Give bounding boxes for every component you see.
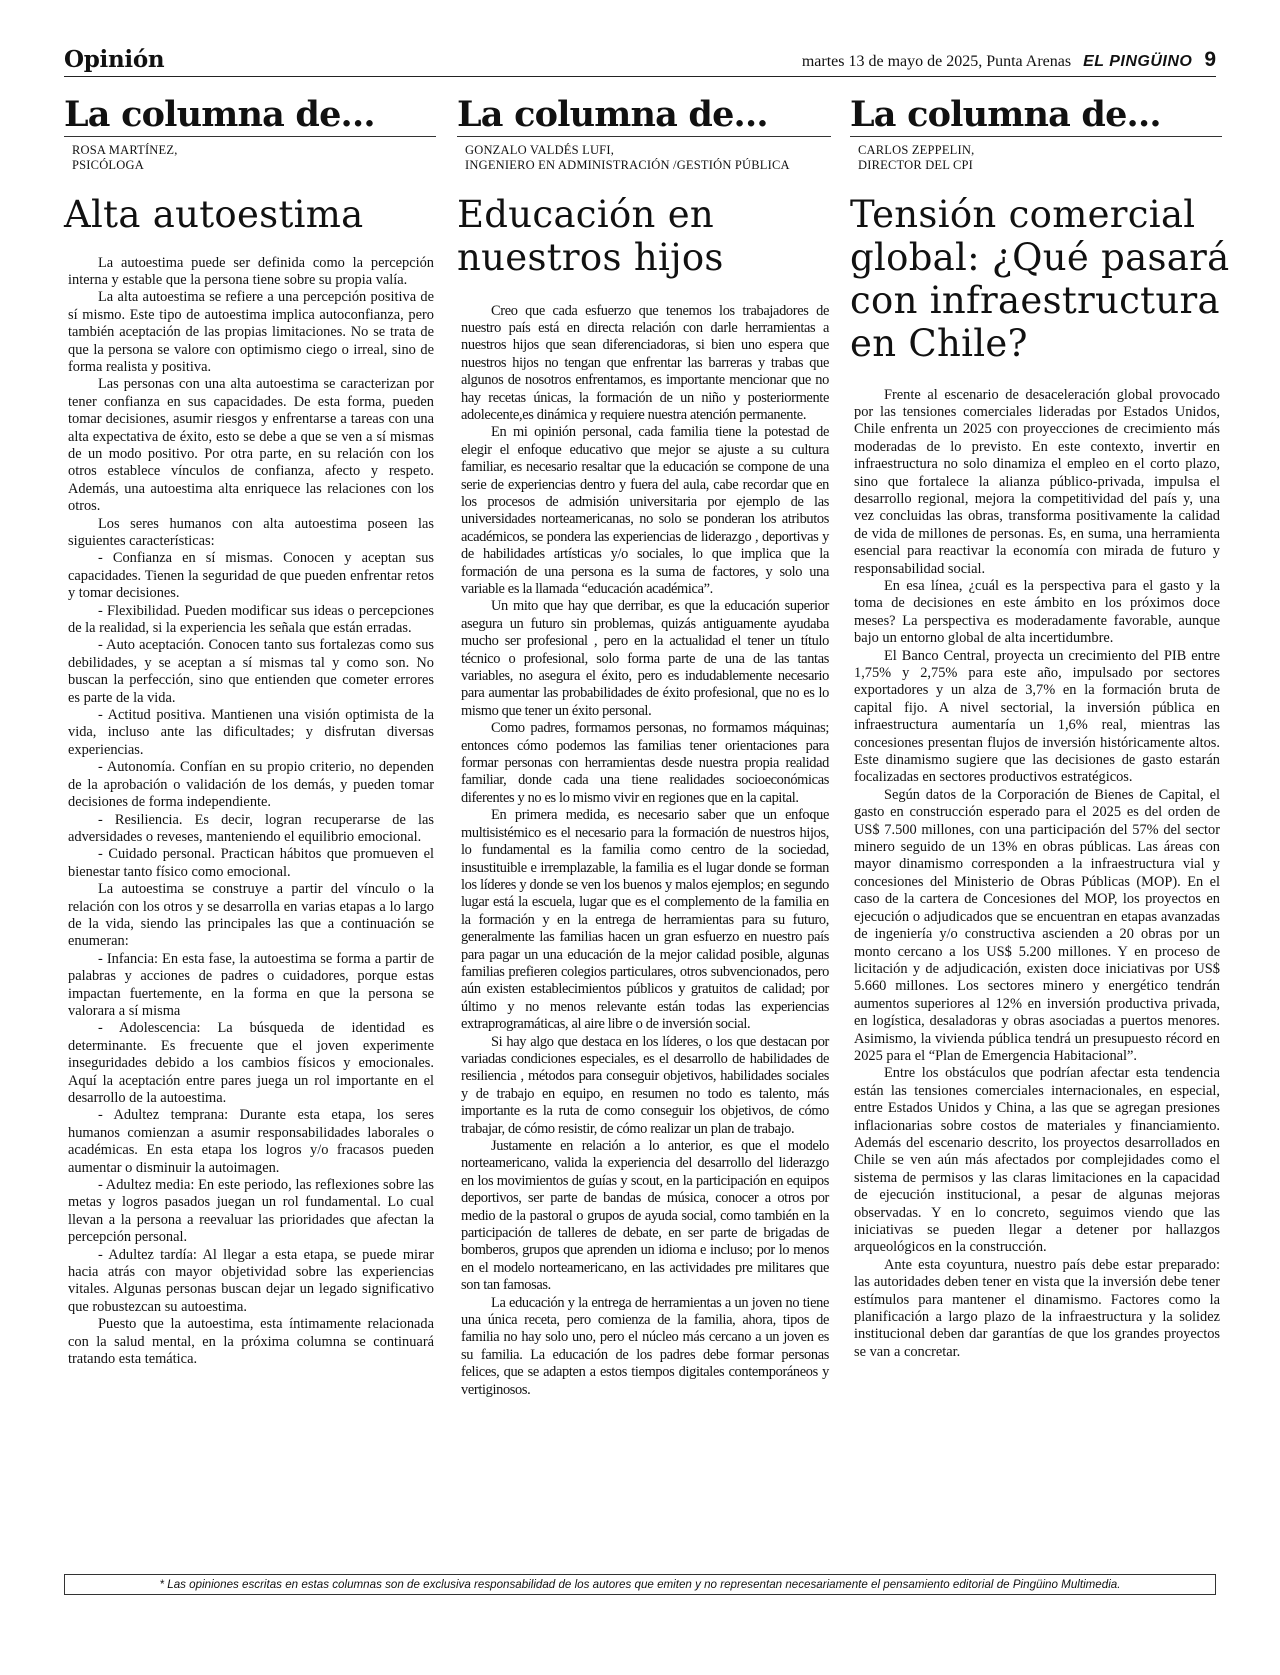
paragraph: La educación y la entrega de herramientas a un joven no tiene una única receta, pero comienza de la familia, ahora, tipos de familia no hay solo uno, pero el núcleo más cercano a un joven es su familia. La educación de los padres debe formar personas felices, que se adapten a estos tiempos digitales contemporáneos y vertiginosos.	[461, 1294, 829, 1398]
paragraph: - Flexibilidad. Pueden modificar sus ideas o percepciones de la realidad, si la experiencia les señala que están erradas.	[68, 602, 434, 637]
paragraph: En primera medida, es necesario saber que un enfoque multisistémico es el necesario para la formación de nuestros hijos, lo fundamental es la familia como centro de la sociedad, insustituible e irremplazable, la familia es el lugar donde se forman los líderes y donde se ven los buenos y malos ejemplos; en segundo lugar está la escuela, lugar que es el complemento de la familia en la formación y en la entrega de herramientas para su futuro, generalmente las familias hacen un gran esfuerzo en nuestro país para pagar un una educación de la mejor calidad posible, algunas familias prefieren colegios particulares, otros subvencionados, pero aún existen establecimientos públicos y gratuitos de calidad; por último y no menos relevante están todas las experiencias extraprogramáticas, al aire libre o de inversión social.	[461, 807, 829, 1033]
paragraph: Creo que cada esfuerzo que tenemos los trabajadores de nuestro país está en directa relación con darle herramientas a nuestros hijos que sean diferenciadoras, si bien uno espera que nuestros hijos no tengan que enfrentar las barreras y trabas que algunos de nosotros enfrentamos, es importante mencionar que no hay recetas únicas, la formación de un niño y posteriormente adolecente,es dinámica y requiere nuestra atención permanente.	[461, 302, 829, 423]
column-kicker: La columna de...	[850, 96, 1222, 137]
paragraph: En esa línea, ¿cuál es la perspectiva para el gasto y la toma de decisiones en este ámbito en los próximos doce meses? La perspectiva es moderadamente favorable, aunque bajo un entorno global de alta incertidumbre.	[854, 577, 1220, 647]
paragraph: Los seres humanos con alta autoestima poseen las siguientes características:	[68, 515, 434, 549]
paragraph: - Confianza en sí mismas. Conocen y aceptan sus capacidades. Tienen la seguridad de que pueden enfrentar retos y tomar decisiones.	[68, 550, 434, 602]
author-byline	[465, 143, 831, 173]
title-line: Tensión comercial	[850, 192, 1196, 236]
paragraph: Ante esta coyuntura, nuestro país debe estar preparado: las autoridades deben tener en vista que la inversión debe tener estímulos para mantener el dinamismo. Factores como la planificación a largo plazo de la infraestructura y la solidez institucional deben dar garantías de que los grandes proyectos se van a concretar.	[854, 1256, 1220, 1360]
paragraph: Según datos de la Corporación de Bienes de Capital, el gasto en construcción esperado para el 2025 es del orden de US$ 7.500 millones, con una participación del 57% del sector minero seguido de un 13% en obras públicas. Las áreas con mayor dinamismo corresponden a la infraestructura vial y concesiones del Ministerio de Obras Públicas (MOP). En el caso de la cartera de Concesiones del MOP, los proyectos en ejecución o adjudicados que se encuentran en etapas avanzadas de ingeniería y/o constructiva ascienden a 20 obras por un monto cercano a los US$ 5.200 millones. Y en proceso de licitación y de adjudicación, existen doce iniciativas por US$ 5.660 millones. Los sectores minero y energético tendrán aumentos superiores al 12% en inversión productiva privada, en logística, desaladoras y obras asociadas a puertos menores. Asimismo, la vivienda pública tendrá un presupuesto récord en 2025 para el “Plan de Emergencia Habitacional”.	[854, 786, 1220, 1064]
paragraph: Las personas con una alta autoestima se caracterizan por tener confianza en sus capacidades. De esta forma, pueden tomar decisiones, asumir riesgos y enfrentarse a tareas con una alta expectativa de éxito, esto se debe a que se ven a sí mismas de un modo positivo. Por otra parte, en su relación con los otros establece vínculos de confianza, afecto y respeto. Además, una autoestima alta enriquece las relaciones con los otros.	[68, 376, 434, 515]
author-name: GONZALO VALDÉS LUFI,	[465, 142, 615, 157]
author-byline	[858, 143, 1222, 173]
paragraph: En mi opinión personal, cada familia tiene la potestad de elegir el enfoque educativo que mejor se ajuste a su cultura familiar, es necesario resaltar que la educación se compone de una serie de experiencias dentro y fuera del aula, cabe recordar que en los procesos de admisión universitaria por ejemplo de las universidades norteamericanas, no solo se ponderan los atributos académicos, se pondera las experiencias de liderazgo , deportivas y de habilidades artísticas y/o sociales, lo que implica que la formación de una persona es la suma de factores, y solo una variable es la llamada “educación académica”.	[461, 424, 829, 597]
article-body	[850, 387, 1222, 1362]
paragraph: La autoestima puede ser definida como la percepción interna y estable que la persona tiene sobre su propia valía.	[68, 254, 434, 288]
title-line: global: ¿Qué pasará	[850, 235, 1230, 279]
paragraph: - Adultez temprana: Durante esta etapa, los seres humanos comienzan a asumir responsabilidades laborales o académicas. En esta etapa los logros y/o fracasos pueden aumentar o disminuir la autoimagen.	[68, 1107, 434, 1176]
paragraph: Como padres, formamos personas, no formamos máquinas; entonces cómo podemos las familias tener orientaciones para formar personas con herramientas desde nuestra propia realidad familiar, donde cada una tiene realidades socioeconómicas diferentes y no es lo mismo vivir en regiones que en la capital.	[461, 720, 829, 806]
paragraph: Frente al escenario de desaceleración global provocado por las tensiones comerciales lideradas por Estados Unidos, Chile enfrenta un 2025 con proyecciones de crecimiento más moderadas de lo previsto. En este contexto, invertir en infraestructura no solo dinamiza el empleo en el corto plazo, sino que fortalece la alianza público-privada, impulsa el desarrollo regional, mejora la competitividad del país y, una vez concluidas las obras, transforma positivamente la calidad de vida de millones de personas. Es, en suma, una herramienta esencial para reactivar la economía con mirada de futuro y responsabilidad social.	[854, 386, 1220, 577]
header-right	[802, 48, 1216, 72]
paragraph: La autoestima se construye a partir del vínculo o la relación con los otros y se desarrolla en varias etapas a lo largo de la vida, siendo las principales las que a continuación se enumeran:	[68, 881, 434, 950]
paragraph: - Infancia: En esta fase, la autoestima se forma a partir de palabras y acciones de padres o cuidadores, porque estas impactan fuertemente, en la forma en que la persona se valorara a sí misma	[68, 950, 434, 1019]
column-3	[850, 94, 1230, 1361]
column-kicker: La columna de...	[457, 96, 831, 137]
author-byline	[72, 143, 436, 173]
article-title	[64, 193, 436, 236]
author-role: INGENIERO EN ADMINISTRACIÓN /GESTIÓN PÚBLICA	[465, 157, 790, 172]
paragraph: - Resiliencia. Es decir, logran recuperarse de las adversidades o reveses, manteniendo el equilibrio emocional.	[68, 811, 434, 845]
title-line: con infraestructura	[850, 278, 1220, 322]
title-line: Educación en	[457, 192, 715, 236]
page-number: 9	[1204, 48, 1216, 71]
section-name: Opinión	[64, 46, 165, 73]
paragraph: El Banco Central, proyecta un crecimiento del PIB entre 1,75% y 2,75% para este año, impulsado por sectores exportadores y un alza de 3,7% en la formación bruta de capital fijo. A nivel sectorial, la inversión pública en infraestructura aumentaría un 1,6% real, mientras las concesiones presentan flujos de inversión históricamente altos. Este dinamismo sugiere que las decisiones de gasto estarán focalizadas en sectores productivos estratégicos.	[854, 647, 1220, 786]
author-role: PSICÓLOGA	[72, 157, 144, 172]
paragraph: La alta autoestima se refiere a una percepción positiva de sí mismo. Este tipo de autoestima implica autoconfianza, pero también aceptación de las propias limitaciones. No se trata de que la persona se valore con optimismo ciego o irreal, sino de forma realista y positiva.	[68, 289, 434, 375]
paragraph: - Auto aceptación. Conocen tanto sus fortalezas como sus debilidades, y se aceptan a sí mismas tal y como son. No buscan la perfección, sino que entienden que cometer errores es parte de la vida.	[68, 637, 434, 706]
paragraph: Entre los obstáculos que podrían afectar esta tendencia están las tensiones comerciales internacionales, en especial, entre Estados Unidos y China, a las que se agregan presiones inflacionarias sobre costos de materiales y financiamiento. Además del escenario descrito, los proyectos desarrollados en Chile se ven aún más afectados por complejidades como el sistema de permisos y las claras limitaciones en la capacidad de ejecución institucional, a pesar de algunas mejoras observadas. Y en lo concreto, seguimos viendo que las iniciativas se pueden llegar a detener por hallazgos arqueológicos en la construcción.	[854, 1065, 1220, 1256]
newspaper-logo: EL PINGÜINO	[1083, 53, 1193, 70]
paragraph: - Autonomía. Confían en su propio criterio, no dependen de la aprobación o validación de los demás, y pueden tomar decisiones de forma independiente.	[68, 759, 434, 811]
paragraph: Justamente en relación a lo anterior, es que el modelo norteamericano, valida la experiencia del desarrollo del liderazgo en los movimientos de guías y scout, en la participación en equipos deportivos, ser parte de bandas de música, conocer a otros por medio de la pastoral o grupos de ayuda social, como también en la participación de talleres de debate, en ser parte de brigadas de bomberos, grupos que aprenden un idioma e incluso; por lo menos en el modelo norteamericano, en las actividades pre militares que son tan famosas.	[461, 1138, 829, 1294]
author-name: ROSA MARTÍNEZ,	[72, 142, 178, 157]
column-kicker: La columna de...	[64, 96, 436, 137]
paragraph: - Cuidado personal. Practican hábitos que promueven el bienestar tanto físico como emocional.	[68, 846, 434, 880]
title-line: en Chile?	[850, 321, 1028, 365]
paragraph: - Adolescencia: La búsqueda de identidad es determinante. Es frecuente que el joven experimente inseguridades debido a los cambios físicos y emocionales. Aquí la aceptación entre pares juega un rol importante en el desarrollo de la autoestima.	[68, 1020, 434, 1106]
paragraph: Puesto que la autoestima, esta íntimamente relacionada con la salud mental, en la próxima columna se continuará tratando esta temática.	[68, 1316, 434, 1368]
paragraph: - Actitud positiva. Mantienen una visión optimista de la vida, incluso ante las dificultades; y disfrutan diversas experiencias.	[68, 707, 434, 758]
column-2	[457, 96, 831, 1399]
title-line: nuestros hijos	[457, 235, 724, 279]
column-1	[64, 96, 436, 1369]
paragraph: - Adultez tardía: Al llegar a esta etapa, se puede mirar hacia atrás con mayor objetividad sobre las experiencias vitales. Algunas personas buscan dejar un legado significativo que robustezcan su autoestima.	[68, 1246, 434, 1315]
paragraph: Un mito que hay que derribar, es que la educación superior asegura un futuro sin problemas, quizás antiguamente ayudaba mucho ser profesional , pero en la actualidad el tener un título técnico o profesional, solo forma parte de una de las tantas variables, no asegura el éxito, pero es indudablemente necesario para aumentar las probabilidades de éxito profesional, que no es lo mismo que tener un éxito personal.	[461, 598, 829, 719]
article-body	[64, 255, 436, 1369]
paragraph: Si hay algo que destaca en los líderes, o los que destacan por variadas condiciones especiales, es el desarrollo de habilidades de resiliencia , métodos para conseguir objetivos, habilidades sociales y de trabajo en equipo, en resumen no todo es talento, más importante es la ruta de como conseguir los objetivos, de cómo trabajar, de cómo resistir, de cómo realizar un plan de trabajo.	[461, 1033, 829, 1137]
title-line: Alta autoestima	[64, 192, 364, 236]
dateline: martes 13 de mayo de 2025, Punta Arenas	[801, 53, 1072, 70]
article-body	[457, 303, 831, 1400]
article-title	[457, 193, 831, 279]
article-title	[850, 192, 1230, 365]
paragraph: - Adultez media: En este periodo, las reflexiones sobre las metas y logros pasados juegan un rol fundamental. Lo cual llevan a la persona a reevaluar las prioridades que afectan la percepción personal.	[68, 1177, 434, 1246]
disclaimer-footer: * Las opiniones escritas en estas columnas son de exclusiva responsabilidad de los autores que emiten y no representan necesariamente el pensamiento editorial de Pingüino Multimedia.	[64, 1574, 1216, 1595]
author-role: DIRECTOR DEL CPI	[858, 157, 974, 172]
author-name: CARLOS ZEPPELIN,	[858, 142, 975, 157]
page-header	[64, 46, 1216, 77]
